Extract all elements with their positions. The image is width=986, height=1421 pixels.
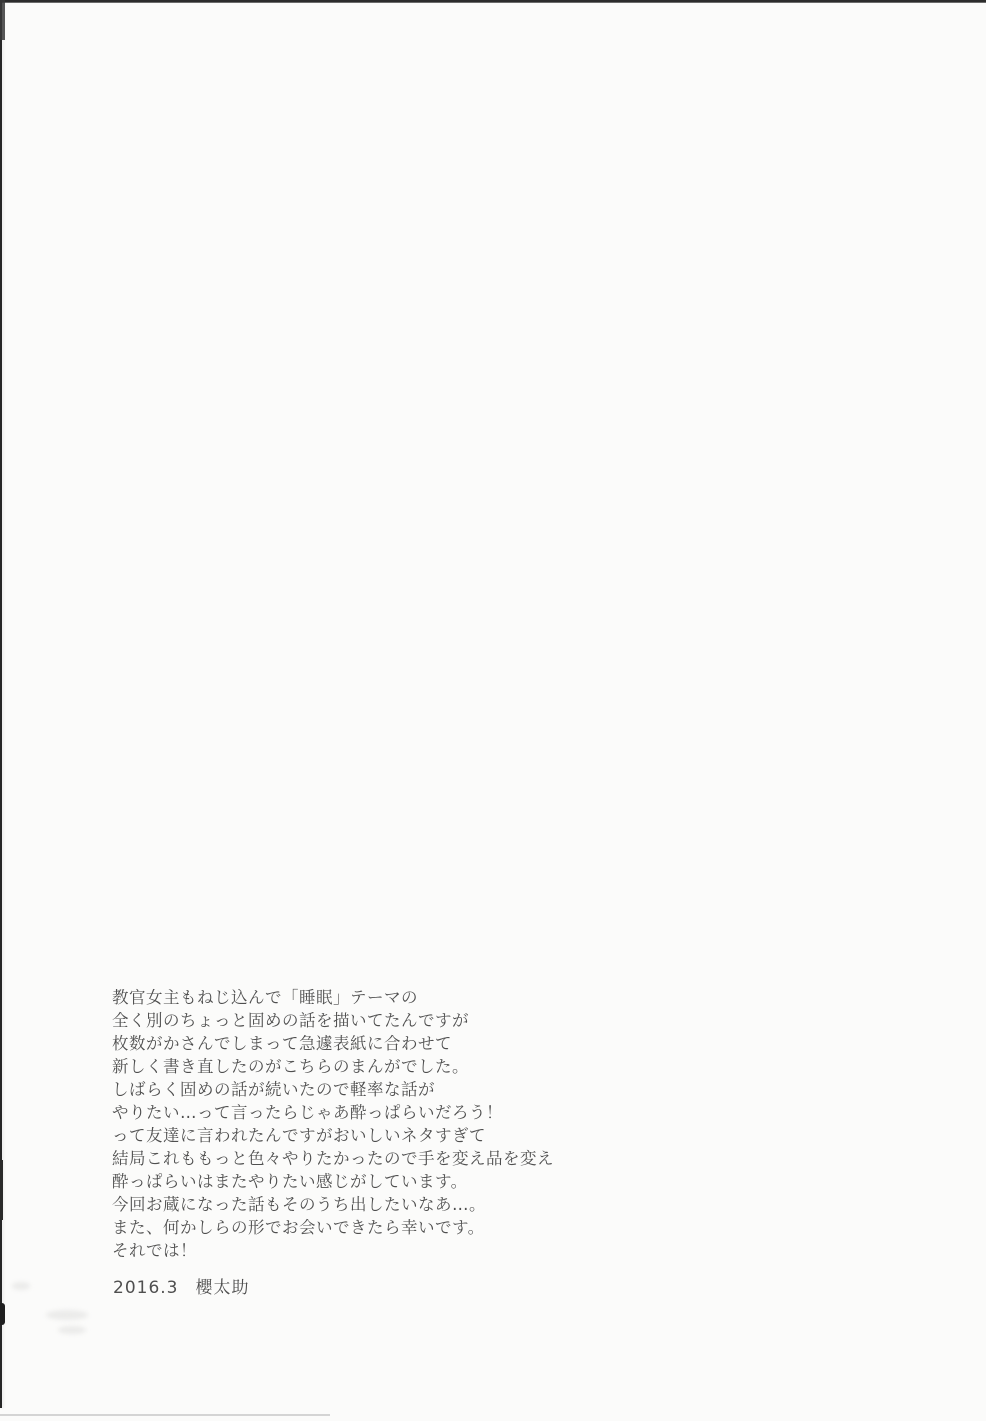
afterword-line: 教官女主もねじ込んで「睡眠」テーマの [112, 988, 418, 1007]
afterword-line: 今回お蔵になった話もそのうち出したいなあ…。 [112, 1195, 486, 1214]
afterword-line: しばらく固めの話が続いたので軽率な話が [112, 1080, 435, 1099]
afterword-line: 酔っぱらいはまたやりたい感じがしています。 [112, 1172, 468, 1191]
afterword-line: それでは！ [112, 1241, 197, 1260]
scan-smudge [58, 1326, 86, 1334]
afterword-line: 枚数がかさんでしまって急遽表紙に合わせて [112, 1034, 452, 1053]
signature-author: 櫻太助 [195, 1278, 250, 1298]
afterword-line: また、何かしらの形でお会いできたら幸いです。 [112, 1218, 485, 1237]
scan-smudge [12, 1282, 30, 1290]
afterword-line: って友達に言われたんですがおいしいネタすぎて [112, 1126, 486, 1145]
afterword-line: 結局これももっと色々やりたかったので手を変え品を変え [112, 1149, 554, 1168]
scan-bottom-left-line [0, 1414, 330, 1416]
scan-smudge [46, 1310, 88, 1320]
signature-date: 2016.3 [113, 1278, 179, 1298]
scan-left-edge-blob [0, 1303, 5, 1325]
signature-line [113, 1273, 249, 1298]
afterword-line: 全く別のちょっと固めの話を描いてたんですが [112, 1011, 469, 1030]
afterword-text-block [112, 986, 554, 1262]
scan-top-edge-line [0, 0, 986, 3]
afterword-line: 新しく書き直したのがこちらのまんがでした。 [112, 1057, 469, 1076]
scan-left-edge-mark [0, 1160, 3, 1220]
afterword-line: やりたい…って言ったらじゃあ酔っぱらいだろう！ [112, 1103, 503, 1122]
scan-left-edge-top-segment [0, 0, 5, 40]
